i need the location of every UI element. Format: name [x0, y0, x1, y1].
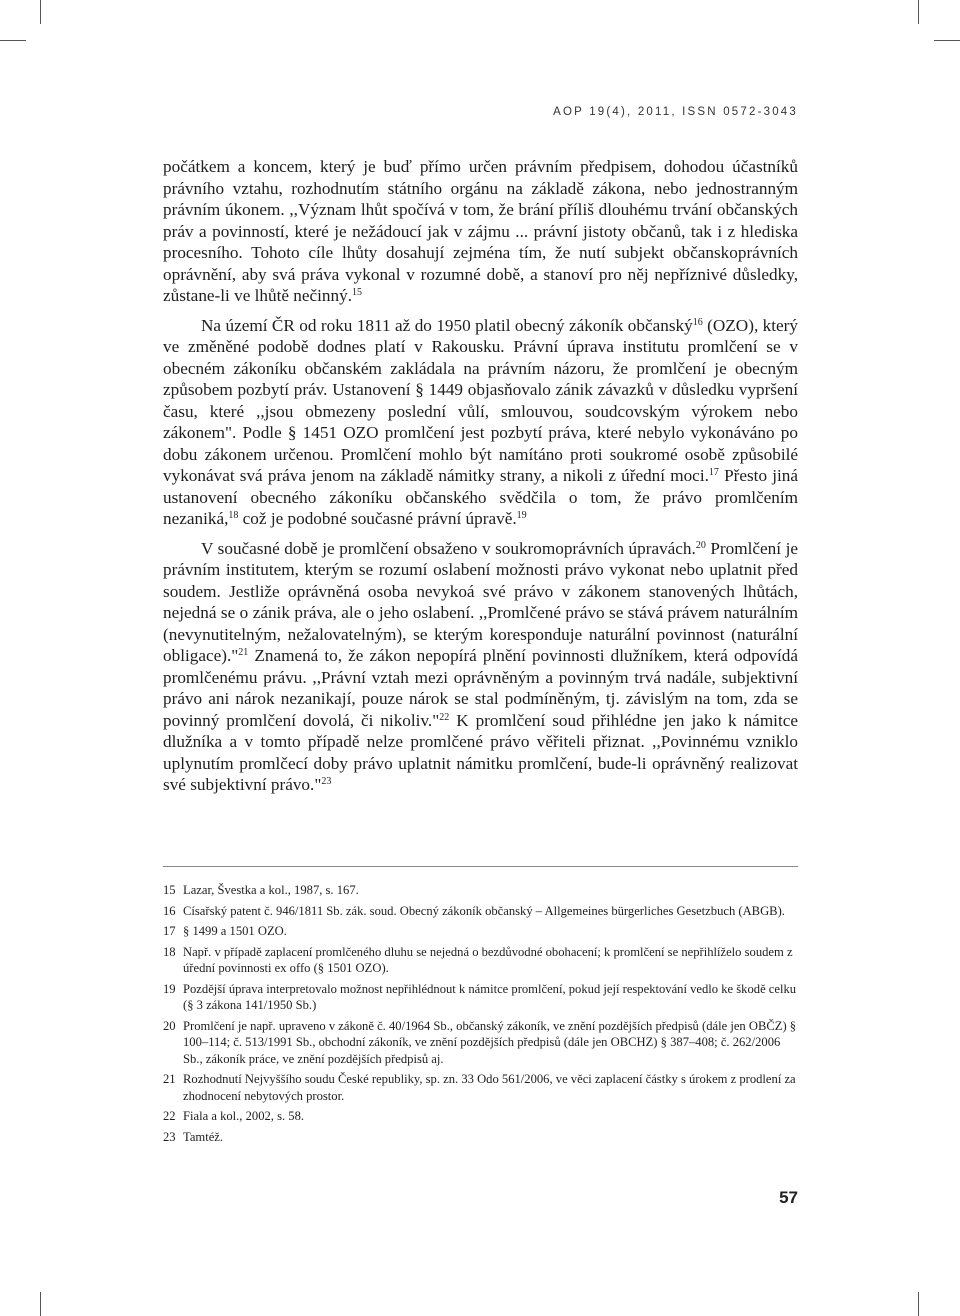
- paragraph-2: [163, 315, 798, 530]
- paragraph-2-text-c: Přesto jiná ustanovení obecného zákoníku občanského svědčila o tom, že právo promlčením nezaniká,: [163, 466, 798, 528]
- footnote-19: [163, 981, 798, 1014]
- footnote-23: [163, 1129, 798, 1146]
- paragraph-1-text: počátkem a koncem, který je buď přímo určen právním předpisem, dohodou účastníků právního vztahu, rozhodnutím státního orgánu na základě zákona, nebo jednostranným právním úkonem. ,,Význam lhůt spočívá v tom, že brání příliš dlouhému trvání občanských práv a povinností, které je nežádoucí jak v zájmu ... právní jistoty občanů, tak i z hlediska procesního. Tohoto cíle lhůty dosahují zejména tím, že nutí subjekt občanskoprávních oprávnění, aby svá práva vykonal v rozumné době, a stanoví pro něj nepříznivé důsledky, zůstane-li ve lhůtě nečinný.: [163, 157, 798, 305]
- footnote-text: Císařský patent č. 946/1811 Sb. zák. soud. Obecný zákoník občanský – Allgemeines bürgerliches Gesetzbuch (ABGB).: [183, 903, 785, 918]
- footnote-text: Tamtéž.: [183, 1129, 224, 1144]
- footnote-divider: [163, 866, 798, 867]
- footnote-ref-22[interactable]: 22: [439, 711, 450, 723]
- footnote-18: [163, 944, 798, 977]
- crop-mark-bottom-right-vertical: [918, 1292, 919, 1316]
- footnote-text: Lazar, Švestka a kol., 1987, s. 167.: [183, 883, 359, 897]
- running-head: AOP 19(4), 2011, ISSN 0572-3043: [553, 106, 798, 118]
- paragraph-1: [163, 156, 798, 307]
- footnote-number: 16: [163, 903, 176, 918]
- footnote-number: 18: [163, 944, 176, 959]
- paragraph-2-text-d: což je podobné současné právní úpravě.: [238, 509, 517, 528]
- footnote-number: 15: [163, 883, 176, 897]
- footnote-number: 23: [163, 1129, 176, 1144]
- footnote-ref-15[interactable]: 15: [352, 287, 362, 298]
- paragraph-3-text-c: Znamená to, že zákon nepopírá plnění povinnosti dlužníkem, která odpovídá promlčenému právu. ,,Právní vztah mezi oprávněným a povinným trvá nadále, subjektivní právo ani nárok nezanikají, pouze nárok se stal podmíněným, tj. závislým na tom, zda se povinný promlčení dovolá, či nikoliv.": [163, 646, 798, 730]
- footnote-17: [163, 923, 798, 940]
- footnote-ref-21[interactable]: 21: [238, 647, 249, 658]
- footnotes: [163, 878, 798, 1145]
- footnote-20: [163, 1018, 798, 1068]
- crop-mark-top-left-vertical: [40, 0, 41, 24]
- footnote-ref-23[interactable]: 23: [321, 776, 332, 787]
- main-text: [163, 156, 798, 796]
- footnote-number: 20: [163, 1018, 176, 1033]
- footnote-text: Např. v případě zaplacení promlčeného dluhu se nejedná o bezdůvodné obohacení; k promlčení se nepřihlíželo soudem z úřední povinnosti ex offo (§ 1501 OZO).: [183, 944, 793, 975]
- footnote-ref-20[interactable]: 20: [695, 539, 706, 551]
- footnote-ref-19[interactable]: 19: [516, 510, 527, 521]
- paragraph-2-text-b: (OZO), který ve změněné podobě dodnes platí v Rakousku. Právní úprava institutu promlčení se v obecném zákoníku občanském zakládala na právním názoru, že promlčení je obecným způsobem pozbytí práv. Ustanovení § 1449 objasňovalo zánik závazků v důsledku vypršení času, které ,,jsou obmezeny poslední vůlí, smlouvou, soudcovským výrokem nebo zákonem". Podle § 1451 OZO promlčení jest pozbytí práva, které nebylo vykonáváno po dobu zákonem určenou. Promlčení mohlo být namítáno proti soukromé osobě způsobilé vykonávat svá práva jenom na základě námitky strany, a nikoli z úřední moci.: [163, 315, 798, 485]
- footnote-ref-16[interactable]: 16: [692, 316, 703, 328]
- footnote-21: [163, 1071, 798, 1104]
- footnote-text: Pozdější úprava interpretovalo možnost nepřihlédnout k námitce promlčení, pokud její respektování vedlo ke škodě celku (§ 3 zákona 141/1950 Sb.): [183, 981, 797, 1012]
- footnote-ref-17[interactable]: 17: [708, 467, 719, 478]
- crop-mark-bottom-left-vertical: [40, 1292, 41, 1316]
- crop-mark-top-right-horizontal: [934, 40, 960, 41]
- footnote-text: Promlčení je např. upraveno v zákoně č. 40/1964 Sb., občanský zákoník, ve znění pozdějších předpisů (dále jen OBČZ) § 100–114; č. 513/1991 Sb., obchodní zákoník, ve znění pozdějších předpisů (dále jen OBCHZ) § 387–408; č. 262/2006 Sb., zákoník práce, ve znění pozdějších předpisů aj.: [183, 1018, 797, 1066]
- footnote-22: [163, 1108, 798, 1125]
- footnote-15: [163, 882, 798, 899]
- footnote-number: 19: [163, 981, 176, 996]
- footnote-number: 17: [163, 924, 176, 938]
- crop-mark-top-left-horizontal: [0, 40, 26, 41]
- footnote-text: § 1499 a 1501 OZO.: [183, 924, 287, 938]
- paragraph-3: [163, 538, 798, 796]
- paragraph-2-text-a: Na území ČR od roku 1811 až do 1950 platil obecný zákoník občanský: [201, 315, 693, 335]
- page-number: 57: [779, 1188, 798, 1207]
- footnote-number: 21: [163, 1072, 176, 1086]
- footnote-number: 22: [163, 1109, 176, 1123]
- footnote-16: [163, 903, 798, 920]
- footnote-ref-18[interactable]: 18: [228, 510, 239, 521]
- paragraph-3-text-d: K promlčení soud přihlédne jen jako k námitce dlužníka a v tomto případě nelze promlčené právo věřiteli přiznat. ,,Povinnému vzniklo uplynutím promlčecí doby právo uplatnit námitku promlčení, bude-li oprávněný realizovat své subjektivní právo.": [163, 710, 798, 794]
- paragraph-3-text-b: Promlčení je právním institutem, kterým se rozumí oslabení možnosti právo vykonat nebo uplatnit před soudem. Jestliže oprávněná osoba nevykoá své právo v zákonem stanovených lhůtách, nejedná se o zánik práva, ale o jeho oslabení. ,,Promlčené právo se stává právem naturálním (nevynutitelným, nežalovatelným), se kterým koresponduje naturální povinnost (naturální obligace).": [163, 538, 798, 665]
- crop-mark-top-right-vertical: [918, 0, 919, 24]
- footnote-text: Rozhodnutí Nejvyššího soudu České republiky, sp. zn. 33 Odo 561/2006, ve věci zaplacení částky s úrokem z prodlení za zhodnocení nebytových prostor.: [183, 1072, 796, 1103]
- paragraph-3-text-a: V současné době je promlčení obsaženo v soukromoprávních úpravách.: [201, 538, 696, 558]
- footnote-text: Fiala a kol., 2002, s. 58.: [183, 1109, 305, 1123]
